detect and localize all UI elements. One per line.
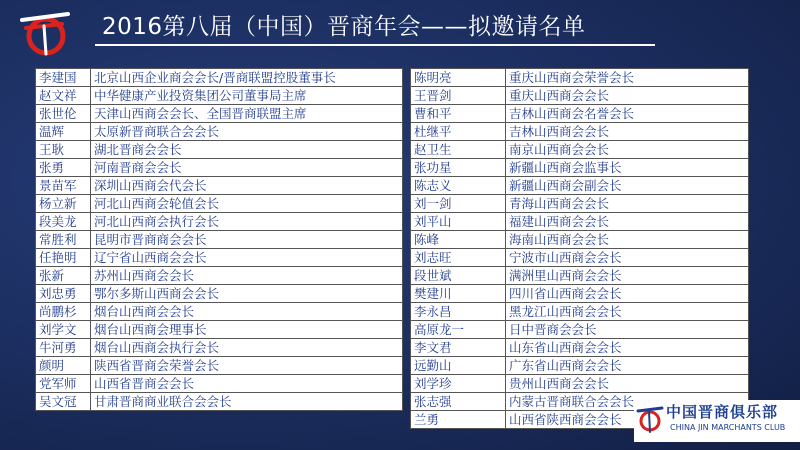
invitee-name: 吴文冠 xyxy=(36,393,91,411)
table-row xyxy=(411,267,749,285)
table-row xyxy=(36,375,403,393)
club-english-name: CHINA JIN MARCHANTS CLUB xyxy=(670,423,786,432)
invitee-name: 尚鹏杉 xyxy=(36,303,91,321)
invitee-name: 远勤山 xyxy=(411,357,506,375)
invitee-title: 辽宁省山西商会会长 xyxy=(91,249,403,267)
table-row xyxy=(36,195,403,213)
invitee-title: 太原新晋商联合会会长 xyxy=(91,123,403,141)
invitee-name: 刘志旺 xyxy=(411,249,506,267)
jin-logo-icon xyxy=(16,6,78,58)
invitee-title: 广东省山西商会会长 xyxy=(506,357,749,375)
invitee-title: 山东省山西商会会长 xyxy=(506,339,749,357)
table-row xyxy=(411,141,749,159)
table-row xyxy=(36,69,403,87)
table-row xyxy=(411,303,749,321)
table-row xyxy=(36,285,403,303)
invitee-name: 党军师 xyxy=(36,375,91,393)
club-emblem-icon xyxy=(636,402,666,434)
invitee-name: 常胜利 xyxy=(36,231,91,249)
invitee-name: 杜继平 xyxy=(411,123,506,141)
table-row xyxy=(411,375,749,393)
invitee-name: 段美龙 xyxy=(36,213,91,231)
table-row xyxy=(36,123,403,141)
table-row xyxy=(36,159,403,177)
invitee-name: 高原龙一 xyxy=(411,321,506,339)
table-row xyxy=(36,87,403,105)
table-row xyxy=(411,285,749,303)
invitee-title: 贵州山西商会会长 xyxy=(506,375,749,393)
invitee-name: 任艳明 xyxy=(36,249,91,267)
invitee-title: 天津山西商会会长、全国晋商联盟主席 xyxy=(91,105,403,123)
table-row xyxy=(36,357,403,375)
invitee-name: 赵卫生 xyxy=(411,141,506,159)
invitee-title: 河北山西商会轮值会长 xyxy=(91,195,403,213)
invitee-title: 重庆山西商会会长 xyxy=(506,87,749,105)
invitee-name: 樊建川 xyxy=(411,285,506,303)
invitee-title: 青海山西商会会长 xyxy=(506,195,749,213)
table-row xyxy=(411,213,749,231)
invitee-name: 李文君 xyxy=(411,339,506,357)
invitee-title: 烟台山西商会执行会长 xyxy=(91,339,403,357)
invitee-title: 昆明市晋商商会会长 xyxy=(91,231,403,249)
invitee-name: 牛河勇 xyxy=(36,339,91,357)
page-title: 2016第八届（中国）晋商年会——拟邀请名单 xyxy=(102,14,586,40)
invitee-name: 张功星 xyxy=(411,159,506,177)
invitee-title: 黑龙江山西商会会长 xyxy=(506,303,749,321)
invitee-title: 陕西省晋商会荣誉会长 xyxy=(91,357,403,375)
invitee-name: 段世斌 xyxy=(411,267,506,285)
table-row xyxy=(36,177,403,195)
club-chinese-name: 中国晋商俱乐部 xyxy=(666,403,779,421)
table-row xyxy=(411,87,749,105)
invitee-name: 李永昌 xyxy=(411,303,506,321)
table-row xyxy=(411,357,749,375)
invitee-title: 海南山西商会会长 xyxy=(506,231,749,249)
table-row xyxy=(36,321,403,339)
table-row xyxy=(411,231,749,249)
invitee-name: 张世伦 xyxy=(36,105,91,123)
table-row xyxy=(411,105,749,123)
invitee-title: 河北山西商会执行会长 xyxy=(91,213,403,231)
invitee-name: 刘学文 xyxy=(36,321,91,339)
invitee-title: 日中晋商会会长 xyxy=(506,321,749,339)
invitee-table-left xyxy=(35,68,403,411)
table-row xyxy=(36,339,403,357)
invitee-name: 刘一剑 xyxy=(411,195,506,213)
table-row xyxy=(411,69,749,87)
table-row xyxy=(411,177,749,195)
invitee-title: 中华健康产业投资集团公司董事局主席 xyxy=(91,87,403,105)
invitee-name: 颜明 xyxy=(36,357,91,375)
table-row xyxy=(411,321,749,339)
invitee-name: 陈峰 xyxy=(411,231,506,249)
invitee-table-right xyxy=(410,68,749,429)
invitee-title: 北京山西企业商会会长/晋商联盟控股董事长 xyxy=(91,69,403,87)
invitee-name: 王晋剑 xyxy=(411,87,506,105)
invitee-title: 满洲里山西商会会长 xyxy=(506,267,749,285)
invitee-name: 景苗军 xyxy=(36,177,91,195)
invitee-name: 赵文祥 xyxy=(36,87,91,105)
invitee-name: 陈志义 xyxy=(411,177,506,195)
invitee-title: 新疆山西商会副会长 xyxy=(506,177,749,195)
table-row xyxy=(36,105,403,123)
invitee-title: 深圳山西商会代会长 xyxy=(91,177,403,195)
table-row xyxy=(36,393,403,411)
invitee-title: 山西省陕西商会会长 xyxy=(506,411,749,429)
invitee-title: 宁波市山西商会会长 xyxy=(506,249,749,267)
invitee-name: 刘平山 xyxy=(411,213,506,231)
table-row xyxy=(36,141,403,159)
invitee-name: 刘忠勇 xyxy=(36,285,91,303)
table-row xyxy=(411,159,749,177)
invitee-title: 内蒙古晋商联合会会长 xyxy=(506,393,749,411)
invitee-name: 杨立新 xyxy=(36,195,91,213)
invitee-title: 南京山西商会会长 xyxy=(506,141,749,159)
invitee-name: 张新 xyxy=(36,267,91,285)
invitee-name: 刘学珍 xyxy=(411,375,506,393)
invitee-name: 兰勇 xyxy=(411,411,506,429)
invitee-title: 福建山西商会会长 xyxy=(506,213,749,231)
invitee-title: 苏州山西商会会长 xyxy=(91,267,403,285)
invitee-name: 张勇 xyxy=(36,159,91,177)
table-row xyxy=(36,267,403,285)
invitee-name: 陈明亮 xyxy=(411,69,506,87)
table-row xyxy=(36,249,403,267)
invitee-title: 甘肃晋商商业联合会会长 xyxy=(91,393,403,411)
table-row xyxy=(411,249,749,267)
invitee-name: 曹和平 xyxy=(411,105,506,123)
invitee-name: 张志强 xyxy=(411,393,506,411)
invitee-title: 山西省晋商会会长 xyxy=(91,375,403,393)
table-row xyxy=(36,213,403,231)
invitee-title: 重庆山西商会荣誉会长 xyxy=(506,69,749,87)
club-logo xyxy=(634,400,800,442)
invitee-title: 四川省山西商会会长 xyxy=(506,285,749,303)
table-row xyxy=(411,123,749,141)
table-row xyxy=(411,339,749,357)
invitee-name: 李建国 xyxy=(36,69,91,87)
invitee-title: 烟台山西商会会长 xyxy=(91,303,403,321)
table-row xyxy=(36,231,403,249)
invitee-title: 新疆山西商会监事长 xyxy=(506,159,749,177)
invitee-title: 吉林山西商会会长 xyxy=(506,123,749,141)
invitee-title: 烟台山西商会理事长 xyxy=(91,321,403,339)
table-row xyxy=(36,303,403,321)
invitee-title: 湖北晋商会会长 xyxy=(91,141,403,159)
invitee-name: 温辉 xyxy=(36,123,91,141)
invitee-name: 王耿 xyxy=(36,141,91,159)
title-divider xyxy=(95,44,655,46)
invitee-title: 鄂尔多斯山西商会会长 xyxy=(91,285,403,303)
invitee-title: 吉林山西商会名誉会长 xyxy=(506,105,749,123)
table-row xyxy=(411,195,749,213)
invitee-title: 河南晋商会会长 xyxy=(91,159,403,177)
